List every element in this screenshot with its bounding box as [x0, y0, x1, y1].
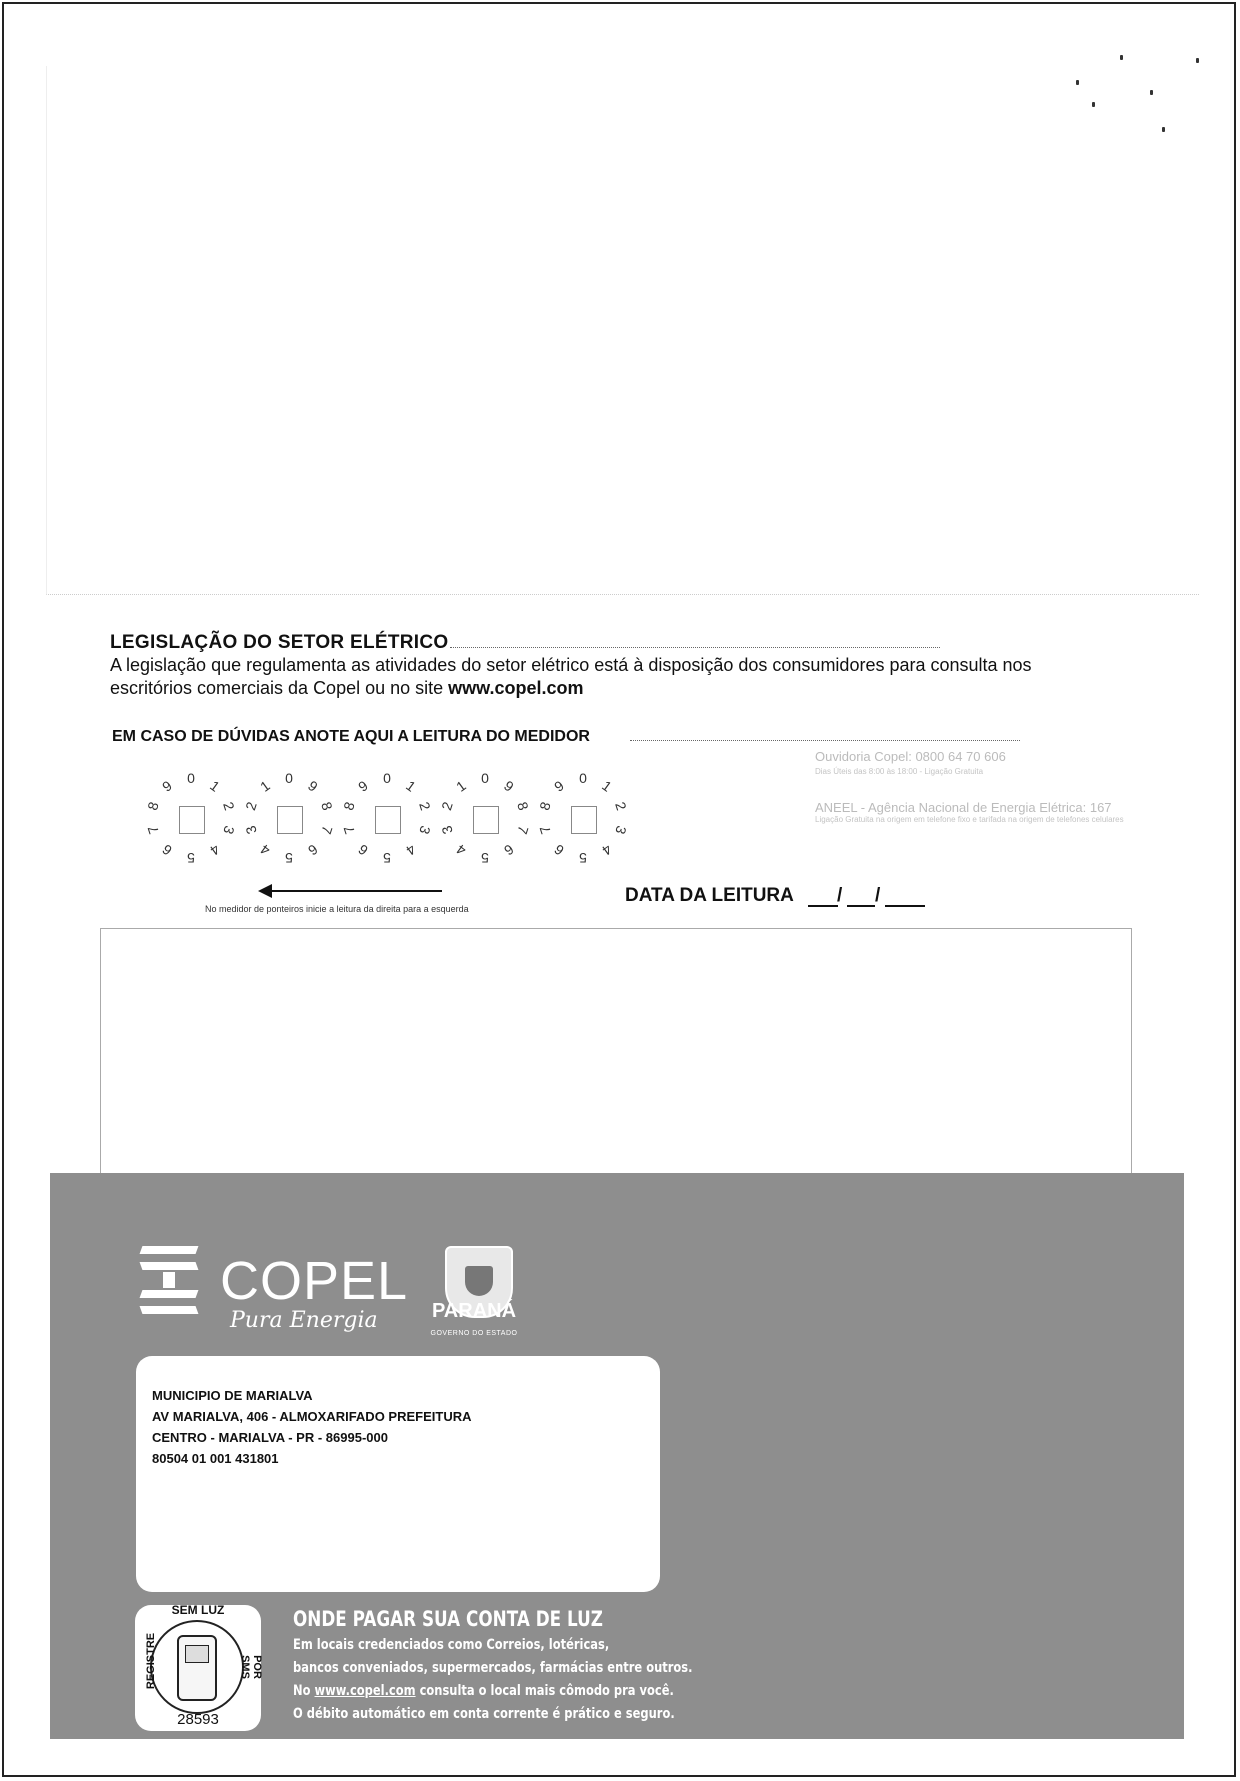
dial-digit: 9	[355, 776, 372, 795]
badge-left-text: REGISTRE	[145, 1632, 158, 1690]
dial-digit: 1	[257, 776, 274, 795]
parana-wordmark: PARANÁ	[431, 1300, 517, 1322]
parana-subtitle: GOVERNO DO ESTADO	[430, 1330, 518, 1337]
dial-window	[375, 806, 401, 834]
dial-digit: 5	[187, 850, 195, 866]
dial-digit: 5	[579, 850, 587, 866]
dial-digit: 8	[340, 799, 358, 812]
dial-digit: 0	[579, 770, 587, 786]
dial-digit: 4	[598, 841, 615, 860]
aneel-phone: ANEEL - Agência Nacional de Energia Elétrica: 167	[815, 800, 1112, 815]
ouvidoria-phone: Ouvidoria Copel: 0800 64 70 606	[815, 749, 1006, 764]
blank-upper-area	[46, 66, 1199, 595]
dial-digit: 7	[144, 824, 162, 837]
date-day-field[interactable]	[808, 905, 838, 907]
dial-window	[571, 806, 597, 834]
dial-digit: 6	[159, 841, 176, 860]
copel-wordmark: COPEL	[220, 1251, 409, 1311]
dial-digit: 3	[220, 824, 238, 837]
dial-digit: 7	[340, 824, 358, 837]
payment-line-3	[293, 1683, 674, 1699]
dial-digit: 6	[551, 841, 568, 860]
meter-dial	[341, 772, 437, 868]
dial-digit: 8	[144, 799, 162, 812]
legislation-title: LEGISLAÇÃO DO SETOR ELÉTRICO	[110, 632, 449, 653]
dial-digit: 3	[416, 824, 434, 837]
address-line-4: 80504 01 001 431801	[152, 1451, 279, 1466]
ouvidoria-hours: Dias Úteis das 8:00 às 18:00 - Ligação Gratuita	[815, 767, 984, 776]
reading-date-label: DATA DA LEITURA	[625, 885, 794, 906]
payment-line-4: O débito automático em conta corrente é prático e seguro.	[293, 1706, 675, 1722]
dial-digit: 8	[318, 799, 336, 812]
dial-digit: 0	[481, 770, 489, 786]
dial-digit: 0	[187, 770, 195, 786]
meter-dial	[145, 772, 241, 868]
dial-digit: 8	[514, 799, 532, 812]
dial-digit: 7	[514, 824, 532, 837]
legislation-text	[110, 654, 1110, 700]
legislation-body: A legislação que regulamenta as atividades do setor elétrico está à disposição dos consumidores para consulta nos escritórios comerciais da Copel ou no site	[110, 655, 1032, 698]
dial-digit: 2	[612, 799, 630, 812]
dial-digit: 5	[481, 850, 489, 866]
dial-digit: 4	[206, 841, 223, 860]
dial-digit: 3	[612, 824, 630, 837]
dial-digit: 1	[598, 776, 615, 795]
dial-digit: 9	[551, 776, 568, 795]
dial-digit: 6	[355, 841, 372, 860]
date-month-field[interactable]	[847, 905, 875, 907]
dial-digit: 2	[438, 799, 456, 812]
dial-digit: 1	[206, 776, 223, 795]
title-divider	[450, 647, 940, 648]
copel-logo-icon	[133, 1242, 205, 1318]
dial-digit: 0	[285, 770, 293, 786]
dial-digit: 3	[242, 824, 260, 837]
dial-digit: 2	[242, 799, 260, 812]
meter-dial	[243, 772, 339, 868]
legislation-link[interactable]: www.copel.com	[448, 678, 584, 698]
dial-digit: 7	[536, 824, 554, 837]
sms-badge	[135, 1605, 261, 1731]
sms-number: 28593	[177, 1711, 219, 1728]
dial-window	[277, 806, 303, 834]
dial-digit: 9	[159, 776, 176, 795]
dial-window	[179, 806, 205, 834]
dial-digit: 5	[285, 850, 293, 866]
dial-digit: 4	[257, 841, 274, 860]
dial-digit: 4	[402, 841, 419, 860]
dial-digit: 4	[453, 841, 470, 860]
payment-line-3-suffix: consulta o local mais cômodo pra você.	[415, 1683, 674, 1699]
ouvidoria-contact	[815, 749, 1006, 779]
dial-digit: 1	[402, 776, 419, 795]
copel-slogan: Pura Energia	[230, 1308, 378, 1333]
dial-digit: 0	[383, 770, 391, 786]
dial-digit: 2	[416, 799, 434, 812]
arrow-shaft	[262, 890, 442, 892]
dial-digit: 8	[536, 799, 554, 812]
dial-digit: 3	[438, 824, 456, 837]
payment-link[interactable]: www.copel.com	[314, 1683, 416, 1699]
dial-digit: 5	[383, 850, 391, 866]
dial-digit: 9	[500, 776, 517, 795]
dial-digit: 1	[453, 776, 470, 795]
dial-digit: 2	[220, 799, 238, 812]
date-slash-2: /	[875, 885, 881, 906]
heading-divider	[630, 740, 1020, 741]
date-slash-1: /	[837, 885, 843, 906]
aneel-contact	[815, 800, 1165, 825]
address-line-1: MUNICIPIO DE MARIALVA	[152, 1388, 313, 1403]
meter-dial	[439, 772, 535, 868]
meter-hint: No medidor de ponteiros inicie a leitura da direita para a esquerda	[205, 904, 469, 914]
badge-right-text: POR SMS	[238, 1655, 263, 1679]
phone-icon	[177, 1635, 217, 1701]
badge-top-text: SEM LUZ	[171, 1603, 225, 1617]
payment-title: ONDE PAGAR SUA CONTA DE LUZ	[293, 1607, 603, 1631]
meter-dial	[537, 772, 633, 868]
address-window	[136, 1356, 660, 1592]
dial-digit: 6	[304, 841, 321, 860]
meter-dials	[145, 772, 645, 882]
address-line-2: AV MARIALVA, 406 - ALMOXARIFADO PREFEITURA	[152, 1409, 472, 1424]
address-line-3: CENTRO - MARIALVA - PR - 86995-000	[152, 1430, 388, 1445]
payment-line-3-prefix: No	[293, 1683, 315, 1699]
dial-window	[473, 806, 499, 834]
payment-line-1: Em locais credenciados como Correios, lotéricas,	[293, 1637, 610, 1653]
dial-digit: 7	[318, 824, 336, 837]
reading-notes-box[interactable]	[100, 928, 1132, 1180]
date-year-field[interactable]	[885, 905, 925, 907]
payment-line-2: bancos conveniados, supermercados, farmácias entre outros.	[293, 1660, 693, 1676]
aneel-note: Ligação Gratuita na origem em telefone fixo e tarifada na origem de telefones celulares	[815, 815, 1124, 824]
dial-digit: 6	[500, 841, 517, 860]
parana-coat-of-arms-icon	[425, 1228, 535, 1340]
dial-digit: 9	[304, 776, 321, 795]
meter-heading: EM CASO DE DÚVIDAS ANOTE AQUI A LEITURA DO MEDIDOR	[112, 728, 590, 745]
